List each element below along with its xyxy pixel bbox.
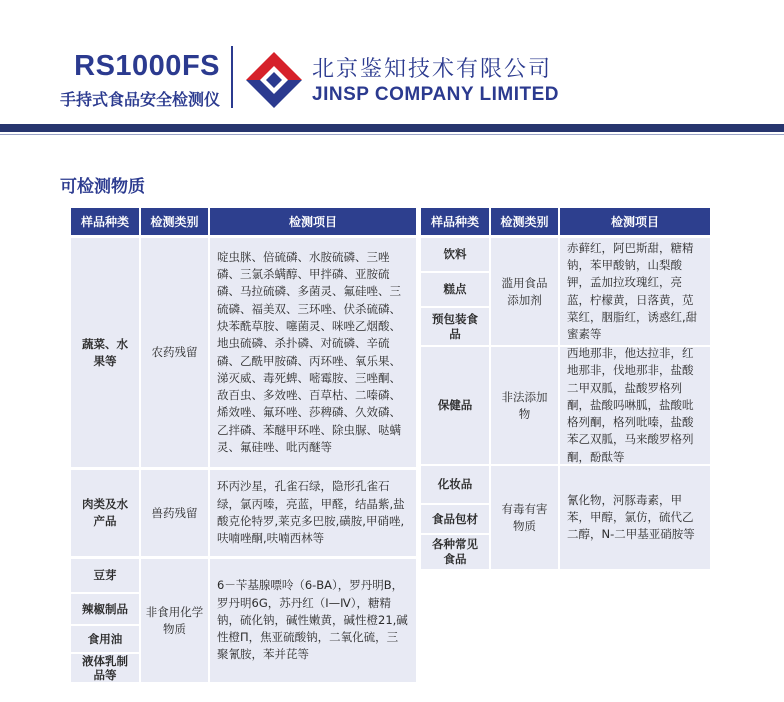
left-row1-sample: 蔬菜、水果等 [71, 238, 139, 467]
left-row2-items: 环丙沙星，孔雀石绿，隐形孔雀石绿，氯丙嗪，亮蓝，甲醛，结晶紫,盐酸克伦特罗,莱克多巴胺,磺胺,甲硝唑,呋喃唑酮,呋喃西林等 [210, 470, 416, 556]
right-row3-sample-2: 食品包材 [421, 505, 489, 533]
header-band-line [0, 134, 784, 135]
left-row2-sample: 肉类及水产品 [71, 470, 139, 556]
right-row3-sample-3: 各种常见食品 [421, 535, 489, 569]
right-row2-category: 非法添加物 [491, 347, 558, 464]
right-row1-category: 滥用食品添加剂 [491, 238, 558, 345]
left-header-sample: 样品种类 [71, 208, 139, 235]
right-row2-sample: 保健品 [421, 347, 489, 464]
right-row3-sample-1: 化妆品 [421, 466, 489, 503]
right-row1-sample-3: 预包装食品 [421, 308, 489, 345]
section-title: 可检测物质 [60, 177, 145, 197]
right-header-sample: 样品种类 [421, 208, 489, 235]
right-row1-sample-1: 饮料 [421, 238, 489, 271]
company-name-en: JINSP COMPANY LIMITED [312, 84, 559, 105]
left-row3-sample-1: 豆芽 [71, 559, 139, 592]
right-row3-category: 有毒有害物质 [491, 466, 558, 569]
left-row3-items: 6－苄基腺嘌呤（6-BA），罗丹明B，罗丹明6G，苏丹红（Ⅰ—Ⅳ），糖精钠，硫化钠，碱性嫩黄，碱性橙21,碱性橙П，焦亚硫酸钠，二氧化硫，三聚氰胺，苯并芘等 [210, 559, 416, 682]
company-logo-icon [244, 50, 304, 110]
right-row1-items: 赤藓红，阿巴斯甜，糖精钠，苯甲酸钠，山梨酸钾，孟加拉玫瑰红，亮蓝，柠檬黄，日落黄，苋菜红，胭脂红，诱惑红,甜蜜素等 [560, 238, 710, 345]
product-model: RS1000FS [74, 50, 220, 82]
header-divider [231, 46, 233, 108]
right-header-items: 检测项目 [560, 208, 710, 235]
company-name-cn: 北京鉴知技术有限公司 [312, 57, 553, 82]
product-subtitle: 手持式食品安全检测仪 [59, 90, 220, 109]
left-row1-category: 农药残留 [141, 238, 208, 467]
left-row3-sample-2: 辣椒制品 [71, 594, 139, 624]
left-row3-category: 非食用化学物质 [141, 559, 208, 682]
left-row3-sample-3: 食用油 [71, 626, 139, 652]
right-header-category: 检测类别 [491, 208, 558, 235]
right-row1-sample-2: 糕点 [421, 273, 489, 306]
right-row2-items: 西地那非，他达拉非，红地那非，伐地那非，盐酸二甲双胍，盐酸罗格列酮，盐酸吗啉胍，盐酸吡格列酮，格列吡嗪，盐酸苯乙双胍，马来酸罗格列酮，酚酞等 [560, 347, 710, 464]
left-row2-category: 兽药残留 [141, 470, 208, 556]
left-header-items: 检测项目 [210, 208, 416, 235]
header-band [0, 124, 784, 132]
left-row1-items: 啶虫脒、倍硫磷、水胺硫磷、三唑磷、三氯杀螨醇、甲拌磷、亚胺硫磷、马拉硫磷、多菌灵、氟硅唑、三硫磷、福美双、三环唑、伏杀硫磷、炔苯酰草胺、噻菌灵、咪唑乙烟酸、地虫硫磷、杀扑磷、对硫磷、辛硫磷、乙酰甲胺磷、丙环唑、氧乐果、涕灭威、毒死蜱、嘧霉胺、三唑酮、敌百虫、多效唑、百草枯、二嗪磷、烯效唑、氟环唑、莎稗磷、久效磷、乙拌磷、苯醚甲环唑、除虫脲、哒螨灵、氟硅唑、吡丙醚等 [210, 238, 416, 467]
header [0, 0, 784, 124]
left-header-category: 检测类别 [141, 208, 208, 235]
right-row3-items: 氰化物，河豚毒素，甲苯，甲醇，氯仿，硫代乙二醇，N-二甲基亚硝胺等 [560, 466, 710, 569]
left-row3-sample-4: 液体乳制品等 [71, 654, 139, 682]
